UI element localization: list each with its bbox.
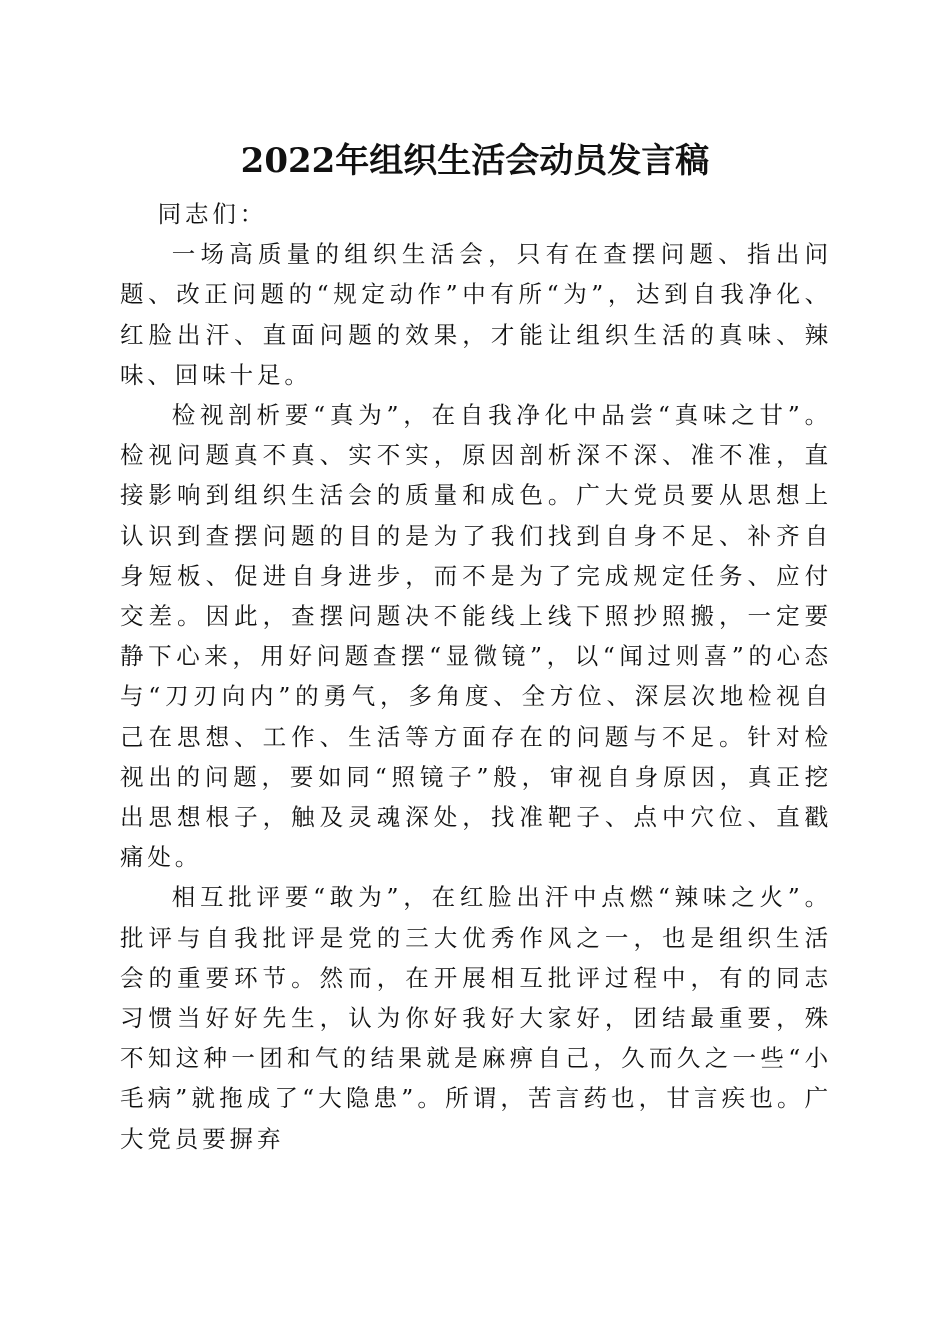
document-title: 2022年组织生活会动员发言稿 xyxy=(240,141,710,181)
document-body xyxy=(120,194,832,1159)
paragraph-self-examination: 检视剖析要“真为”，在自我净化中品尝“真味之甘”。检视问题真不真、实不实，原因剖析深不深、准不准，直接影响到组织生活会的质量和成色。广大党员要从思想上认识到查摆问题的目的是为了我们找到自身不足、补齐自身短板、促进自身进步，而不是为了完成规定任务、应付交差。因此，查摆问题决不能线上线下照抄照搬，一定要静下心来，用好问题查摆“显微镜”，以“闻过则喜”的心态与“刀刃向内”的勇气，多角度、全方位、深层次地检视自己在思想、工作、生活等方面存在的问题与不足。针对检视出的问题，要如同“照镜子”般，审视自身原因，真正挖出思想根子，触及灵魂深处，找准靶子、点中穴位、直戳痛处。 xyxy=(120,401,832,872)
paragraph-mutual-criticism: 相互批评要“敢为”，在红脸出汗中点燃“辣味之火”。批评与自我批评是党的三大优秀作风之一，也是组织生活会的重要环节。然而，在开展相互批评过程中，有的同志习惯当好好先生，认为你好我好大家好，团结最重要，殊不知这种一团和气的结果就是麻痹自己，久而久之一些“小毛病”就拖成了“大隐患”。所谓，苦言药也，甘言疾也。广大党员要摒弃 xyxy=(120,883,832,1153)
paragraph-intro: 一场高质量的组织生活会，只有在查摆问题、指出问题、改正问题的“规定动作”中有所“为”，达到自我净化、红脸出汗、直面问题的效果，才能让组织生活的真味、辣味、回味十足。 xyxy=(120,240,832,389)
salutation: 同志们： xyxy=(157,200,268,228)
